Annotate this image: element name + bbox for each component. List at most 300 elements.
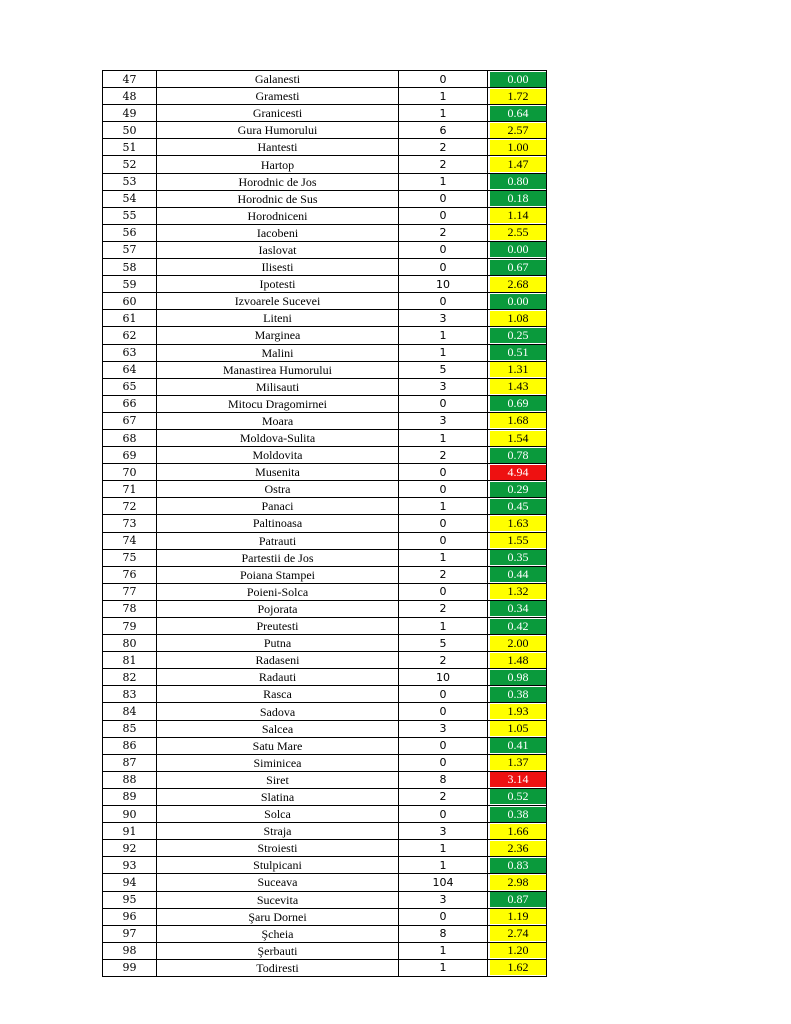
- table-row: [103, 942, 547, 959]
- table-row: [103, 224, 547, 241]
- row-number-cell: 66: [103, 395, 157, 412]
- locality-name-cell: Horodnic de Jos: [157, 173, 399, 190]
- case-count-cell: 2: [399, 224, 488, 241]
- incidence-rate-value: 1.05: [490, 721, 546, 736]
- locality-name-cell: Hantesti: [157, 139, 399, 156]
- row-number-cell: 67: [103, 412, 157, 429]
- case-count-cell: 104: [399, 874, 488, 891]
- incidence-rate-value: 0.69: [490, 396, 546, 411]
- row-number-cell: 49: [103, 105, 157, 122]
- incidence-rate-cell: [488, 464, 547, 481]
- incidence-rate-cell: [488, 669, 547, 686]
- locality-name-cell: Stulpicani: [157, 857, 399, 874]
- incidence-rate-value: 1.43: [490, 379, 546, 394]
- table-row: [103, 857, 547, 874]
- case-count-cell: 1: [399, 344, 488, 361]
- case-count-cell: 0: [399, 481, 488, 498]
- table-row: [103, 139, 547, 156]
- incidence-rate-cell: [488, 754, 547, 771]
- case-count-cell: 3: [399, 823, 488, 840]
- row-number-cell: 51: [103, 139, 157, 156]
- row-number-cell: 82: [103, 669, 157, 686]
- locality-name-cell: Paltinoasa: [157, 515, 399, 532]
- table-row: [103, 771, 547, 788]
- case-count-cell: 2: [399, 652, 488, 669]
- row-number-cell: 79: [103, 618, 157, 635]
- incidence-rate-value: 1.63: [490, 516, 546, 531]
- table-row: [103, 259, 547, 276]
- case-count-cell: 10: [399, 669, 488, 686]
- locality-name-cell: Patrauti: [157, 532, 399, 549]
- case-count-cell: 2: [399, 788, 488, 805]
- incidence-rate-value: 2.57: [490, 123, 546, 138]
- row-number-cell: 94: [103, 874, 157, 891]
- case-count-cell: 1: [399, 942, 488, 959]
- locality-name-cell: Marginea: [157, 327, 399, 344]
- row-number-cell: 54: [103, 190, 157, 207]
- incidence-rate-value: 1.14: [490, 208, 546, 223]
- locality-name-cell: Siret: [157, 771, 399, 788]
- locality-name-cell: Pojorata: [157, 600, 399, 617]
- incidence-rate-cell: [488, 583, 547, 600]
- incidence-rate-cell: [488, 874, 547, 891]
- incidence-rate-cell: [488, 88, 547, 105]
- incidence-rate-value: 1.19: [490, 909, 546, 924]
- case-count-cell: 0: [399, 515, 488, 532]
- row-number-cell: 52: [103, 156, 157, 173]
- case-count-cell: 0: [399, 293, 488, 310]
- table-row: [103, 754, 547, 771]
- incidence-rate-cell: [488, 840, 547, 857]
- case-count-cell: 3: [399, 412, 488, 429]
- case-count-cell: 0: [399, 71, 488, 88]
- incidence-rate-value: 1.00: [490, 140, 546, 155]
- table-row: [103, 891, 547, 908]
- row-number-cell: 68: [103, 429, 157, 446]
- incidence-rate-cell: [488, 71, 547, 88]
- table-row: [103, 88, 547, 105]
- case-count-cell: 0: [399, 583, 488, 600]
- row-number-cell: 88: [103, 771, 157, 788]
- locality-name-cell: Radauti: [157, 669, 399, 686]
- incidence-rate-cell: [488, 241, 547, 258]
- table-row: [103, 447, 547, 464]
- locality-name-cell: Granicesti: [157, 105, 399, 122]
- incidence-rate-value: 0.87: [490, 892, 546, 907]
- incidence-rate-cell: [488, 122, 547, 139]
- case-count-cell: 10: [399, 276, 488, 293]
- table-row: [103, 412, 547, 429]
- incidence-rate-value: 1.55: [490, 533, 546, 548]
- incidence-rate-value: 1.47: [490, 157, 546, 172]
- case-count-cell: 1: [399, 840, 488, 857]
- locality-name-cell: Poiana Stampei: [157, 566, 399, 583]
- case-count-cell: 1: [399, 173, 488, 190]
- incidence-rate-value: 0.38: [490, 687, 546, 702]
- incidence-rate-value: 2.98: [490, 875, 546, 890]
- case-count-cell: 0: [399, 908, 488, 925]
- locality-name-cell: Hartop: [157, 156, 399, 173]
- locality-name-cell: Galanesti: [157, 71, 399, 88]
- incidence-rate-cell: [488, 703, 547, 720]
- row-number-cell: 84: [103, 703, 157, 720]
- row-number-cell: 63: [103, 344, 157, 361]
- table-row: [103, 788, 547, 805]
- table-row: [103, 156, 547, 173]
- case-count-cell: 3: [399, 310, 488, 327]
- incidence-rate-value: 0.83: [490, 858, 546, 873]
- row-number-cell: 72: [103, 498, 157, 515]
- row-number-cell: 86: [103, 737, 157, 754]
- locality-name-cell: Moldova-Sulita: [157, 429, 399, 446]
- case-count-cell: 5: [399, 361, 488, 378]
- incidence-rate-value: 0.67: [490, 260, 546, 275]
- locality-name-cell: Panaci: [157, 498, 399, 515]
- case-count-cell: 1: [399, 857, 488, 874]
- row-number-cell: 60: [103, 293, 157, 310]
- incidence-rate-value: 2.00: [490, 636, 546, 651]
- table-row: [103, 600, 547, 617]
- table-row: [103, 173, 547, 190]
- row-number-cell: 81: [103, 652, 157, 669]
- locality-name-cell: Stroiesti: [157, 840, 399, 857]
- locality-name-cell: Iacobeni: [157, 224, 399, 241]
- table-row: [103, 908, 547, 925]
- incidence-rate-value: 0.00: [490, 72, 546, 87]
- locality-name-cell: Straja: [157, 823, 399, 840]
- incidence-rate-value: 0.64: [490, 106, 546, 121]
- table-body: [103, 71, 547, 977]
- incidence-rate-cell: [488, 327, 547, 344]
- case-count-cell: 3: [399, 378, 488, 395]
- incidence-rate-value: 0.25: [490, 328, 546, 343]
- incidence-rate-cell: [488, 481, 547, 498]
- table-row: [103, 122, 547, 139]
- row-number-cell: 90: [103, 806, 157, 823]
- row-number-cell: 53: [103, 173, 157, 190]
- incidence-rate-cell: [488, 857, 547, 874]
- table-row: [103, 515, 547, 532]
- row-number-cell: 47: [103, 71, 157, 88]
- incidence-rate-cell: [488, 600, 547, 617]
- case-count-cell: 1: [399, 327, 488, 344]
- incidence-rate-value: 1.20: [490, 943, 546, 958]
- table-row: [103, 703, 547, 720]
- row-number-cell: 64: [103, 361, 157, 378]
- incidence-rate-cell: [488, 293, 547, 310]
- incidence-rate-cell: [488, 823, 547, 840]
- case-count-cell: 2: [399, 139, 488, 156]
- case-count-cell: 1: [399, 105, 488, 122]
- case-count-cell: 1: [399, 618, 488, 635]
- incidence-rate-value: 1.32: [490, 584, 546, 599]
- incidence-rate-value: 1.54: [490, 431, 546, 446]
- row-number-cell: 78: [103, 600, 157, 617]
- locality-name-cell: Satu Mare: [157, 737, 399, 754]
- incidence-rate-cell: [488, 549, 547, 566]
- table-row: [103, 361, 547, 378]
- locality-name-cell: Slatina: [157, 788, 399, 805]
- locality-name-cell: Horodnic de Sus: [157, 190, 399, 207]
- table-row: [103, 737, 547, 754]
- case-count-cell: 0: [399, 241, 488, 258]
- locality-name-cell: Şcheia: [157, 925, 399, 942]
- case-count-cell: 0: [399, 703, 488, 720]
- incidence-rate-cell: [488, 190, 547, 207]
- incidence-rate-value: 0.98: [490, 670, 546, 685]
- row-number-cell: 97: [103, 925, 157, 942]
- incidence-rate-cell: [488, 498, 547, 515]
- incidence-rate-cell: [488, 891, 547, 908]
- incidence-rate-value: 0.38: [490, 807, 546, 822]
- row-number-cell: 73: [103, 515, 157, 532]
- table-row: [103, 635, 547, 652]
- row-number-cell: 77: [103, 583, 157, 600]
- row-number-cell: 58: [103, 259, 157, 276]
- case-count-cell: 2: [399, 447, 488, 464]
- locality-name-cell: Moldovita: [157, 447, 399, 464]
- incidence-rate-cell: [488, 925, 547, 942]
- incidence-rate-value: 2.68: [490, 277, 546, 292]
- incidence-rate-cell: [488, 156, 547, 173]
- row-number-cell: 48: [103, 88, 157, 105]
- case-count-cell: 0: [399, 532, 488, 549]
- incidence-rate-value: 0.44: [490, 567, 546, 582]
- locality-name-cell: Poieni-Solca: [157, 583, 399, 600]
- incidence-rate-cell: [488, 942, 547, 959]
- locality-name-cell: Sucevita: [157, 891, 399, 908]
- table-row: [103, 720, 547, 737]
- row-number-cell: 70: [103, 464, 157, 481]
- locality-name-cell: Rasca: [157, 686, 399, 703]
- row-number-cell: 76: [103, 566, 157, 583]
- incidence-rate-value: 0.42: [490, 619, 546, 634]
- table-row: [103, 566, 547, 583]
- incidence-rate-value: 1.48: [490, 653, 546, 668]
- incidence-rate-cell: [488, 806, 547, 823]
- case-count-cell: 8: [399, 771, 488, 788]
- incidence-rate-value: 0.35: [490, 550, 546, 565]
- case-count-cell: 1: [399, 549, 488, 566]
- locality-name-cell: Milisauti: [157, 378, 399, 395]
- locality-name-cell: Şaru Dornei: [157, 908, 399, 925]
- table-row: [103, 293, 547, 310]
- incidence-rate-cell: [488, 771, 547, 788]
- locality-name-cell: Putna: [157, 635, 399, 652]
- case-count-cell: 6: [399, 122, 488, 139]
- incidence-rate-value: 0.51: [490, 345, 546, 360]
- incidence-rate-value: 0.52: [490, 789, 546, 804]
- locality-name-cell: Gramesti: [157, 88, 399, 105]
- locality-name-cell: Solca: [157, 806, 399, 823]
- incidence-rate-cell: [488, 959, 547, 976]
- table-row: [103, 344, 547, 361]
- table-row: [103, 652, 547, 669]
- incidence-rate-value: 0.00: [490, 294, 546, 309]
- table-row: [103, 327, 547, 344]
- incidence-rate-cell: [488, 618, 547, 635]
- incidence-rate-cell: [488, 224, 547, 241]
- locality-name-cell: Sadova: [157, 703, 399, 720]
- table-row: [103, 618, 547, 635]
- locality-name-cell: Moara: [157, 412, 399, 429]
- case-count-cell: 0: [399, 207, 488, 224]
- incidence-rate-value: 1.62: [490, 960, 546, 975]
- table-row: [103, 840, 547, 857]
- locality-name-cell: Radaseni: [157, 652, 399, 669]
- incidence-rate-value: 0.41: [490, 738, 546, 753]
- locality-name-cell: Siminicea: [157, 754, 399, 771]
- incidence-rate-cell: [488, 259, 547, 276]
- row-number-cell: 93: [103, 857, 157, 874]
- incidence-rate-value: 1.72: [490, 89, 546, 104]
- row-number-cell: 80: [103, 635, 157, 652]
- locality-name-cell: Şerbauti: [157, 942, 399, 959]
- incidence-rate-cell: [488, 139, 547, 156]
- incidence-rate-value: 1.08: [490, 311, 546, 326]
- row-number-cell: 50: [103, 122, 157, 139]
- row-number-cell: 83: [103, 686, 157, 703]
- incidence-rate-value: 2.55: [490, 225, 546, 240]
- table-row: [103, 241, 547, 258]
- incidence-rate-value: 0.80: [490, 174, 546, 189]
- locality-name-cell: Mitocu Dragomirnei: [157, 395, 399, 412]
- incidence-rate-cell: [488, 429, 547, 446]
- case-count-cell: 0: [399, 806, 488, 823]
- row-number-cell: 57: [103, 241, 157, 258]
- incidence-rate-cell: [488, 105, 547, 122]
- table-row: [103, 481, 547, 498]
- data-table: [102, 70, 547, 977]
- case-count-cell: 0: [399, 754, 488, 771]
- locality-name-cell: Iaslovat: [157, 241, 399, 258]
- case-count-cell: 1: [399, 88, 488, 105]
- table-row: [103, 669, 547, 686]
- row-number-cell: 69: [103, 447, 157, 464]
- incidence-rate-cell: [488, 173, 547, 190]
- incidence-rate-cell: [488, 344, 547, 361]
- case-count-cell: 2: [399, 156, 488, 173]
- incidence-rate-cell: [488, 532, 547, 549]
- case-count-cell: 1: [399, 959, 488, 976]
- row-number-cell: 91: [103, 823, 157, 840]
- table-row: [103, 874, 547, 891]
- incidence-rate-cell: [488, 207, 547, 224]
- row-number-cell: 75: [103, 549, 157, 566]
- incidence-rate-cell: [488, 310, 547, 327]
- locality-name-cell: Horodniceni: [157, 207, 399, 224]
- table-row: [103, 823, 547, 840]
- incidence-rate-value: 0.00: [490, 242, 546, 257]
- table-row: [103, 549, 547, 566]
- row-number-cell: 96: [103, 908, 157, 925]
- locality-name-cell: Ipotesti: [157, 276, 399, 293]
- row-number-cell: 87: [103, 754, 157, 771]
- case-count-cell: 0: [399, 464, 488, 481]
- table-row: [103, 207, 547, 224]
- locality-name-cell: Ostra: [157, 481, 399, 498]
- locality-name-cell: Liteni: [157, 310, 399, 327]
- row-number-cell: 92: [103, 840, 157, 857]
- incidence-rate-cell: [488, 652, 547, 669]
- table-row: [103, 532, 547, 549]
- incidence-rate-value: 1.93: [490, 704, 546, 719]
- incidence-rate-value: 0.29: [490, 482, 546, 497]
- case-count-cell: 3: [399, 891, 488, 908]
- incidence-rate-cell: [488, 515, 547, 532]
- table-row: [103, 71, 547, 88]
- incidence-rate-value: 2.36: [490, 841, 546, 856]
- table-row: [103, 395, 547, 412]
- locality-name-cell: Preutesti: [157, 618, 399, 635]
- case-count-cell: 3: [399, 720, 488, 737]
- row-number-cell: 85: [103, 720, 157, 737]
- incidence-rate-cell: [488, 276, 547, 293]
- case-count-cell: 1: [399, 429, 488, 446]
- row-number-cell: 55: [103, 207, 157, 224]
- case-count-cell: 2: [399, 600, 488, 617]
- incidence-rate-value: 1.37: [490, 755, 546, 770]
- table-row: [103, 105, 547, 122]
- incidence-rate-cell: [488, 720, 547, 737]
- case-count-cell: 1: [399, 498, 488, 515]
- incidence-rate-value: 4.94: [490, 465, 546, 480]
- row-number-cell: 99: [103, 959, 157, 976]
- case-count-cell: 0: [399, 259, 488, 276]
- row-number-cell: 62: [103, 327, 157, 344]
- incidence-rate-cell: [488, 361, 547, 378]
- incidence-rate-cell: [488, 566, 547, 583]
- incidence-rate-value: 0.34: [490, 601, 546, 616]
- incidence-rate-value: 1.31: [490, 362, 546, 377]
- locality-name-cell: Ilisesti: [157, 259, 399, 276]
- locality-name-cell: Manastirea Humorului: [157, 361, 399, 378]
- case-count-cell: 0: [399, 737, 488, 754]
- table-row: [103, 806, 547, 823]
- table-row: [103, 498, 547, 515]
- incidence-rate-cell: [488, 686, 547, 703]
- locality-name-cell: Partestii de Jos: [157, 549, 399, 566]
- case-count-cell: 2: [399, 566, 488, 583]
- locality-name-cell: Musenita: [157, 464, 399, 481]
- row-number-cell: 71: [103, 481, 157, 498]
- row-number-cell: 74: [103, 532, 157, 549]
- table-row: [103, 310, 547, 327]
- locality-name-cell: Suceava: [157, 874, 399, 891]
- case-count-cell: 0: [399, 190, 488, 207]
- table-row: [103, 925, 547, 942]
- table-row: [103, 686, 547, 703]
- incidence-rate-value: 1.66: [490, 824, 546, 839]
- incidence-rate-cell: [488, 737, 547, 754]
- incidence-rate-value: 3.14: [490, 772, 546, 787]
- locality-name-cell: Salcea: [157, 720, 399, 737]
- incidence-rate-cell: [488, 447, 547, 464]
- row-number-cell: 65: [103, 378, 157, 395]
- table-row: [103, 429, 547, 446]
- row-number-cell: 59: [103, 276, 157, 293]
- table-row: [103, 190, 547, 207]
- table-row: [103, 464, 547, 481]
- incidence-rate-value: 0.78: [490, 448, 546, 463]
- row-number-cell: 61: [103, 310, 157, 327]
- incidence-rate-cell: [488, 395, 547, 412]
- row-number-cell: 95: [103, 891, 157, 908]
- incidence-rate-cell: [488, 412, 547, 429]
- row-number-cell: 98: [103, 942, 157, 959]
- incidence-rate-cell: [488, 635, 547, 652]
- incidence-rate-cell: [488, 908, 547, 925]
